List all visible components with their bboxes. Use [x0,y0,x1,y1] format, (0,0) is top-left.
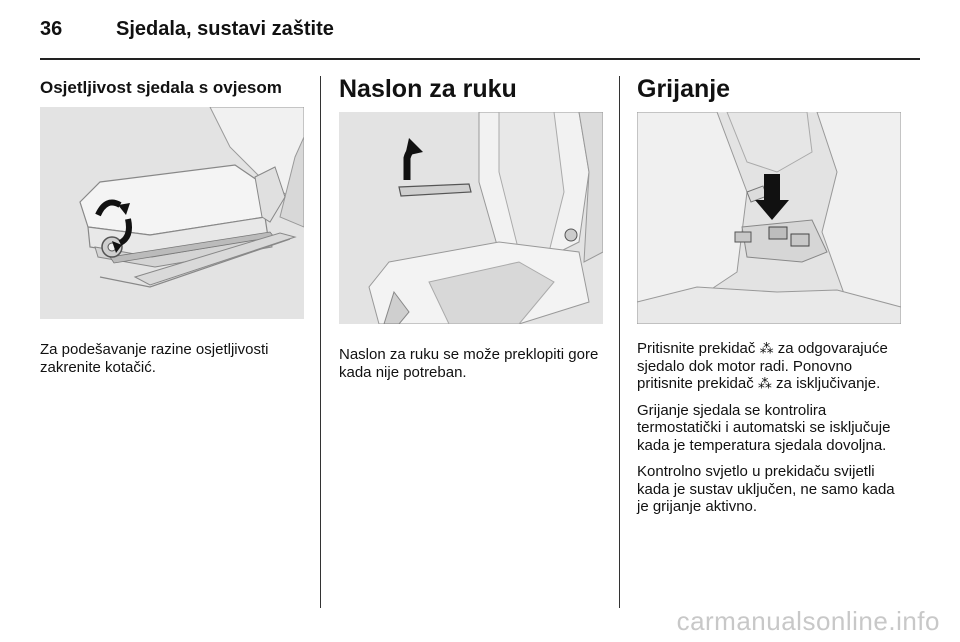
section-title-armrest: Naslon za ruku [339,75,517,103]
heating-p1-end: za isključivanje. [771,375,881,392]
section-heating [637,66,901,525]
armrest-drawing [339,112,603,324]
chapter-title: Sjedala, sustavi zaštite [116,18,334,40]
heating-p1-start: Pritisnite prekidač [637,340,760,357]
header-rule [40,58,920,60]
suspension-description [40,341,304,376]
section-armrest [339,66,603,390]
section-title-heating: Grijanje [637,75,731,103]
armrest-text: Naslon za ruku se može preklopiti gore kada nije potreban. [339,346,599,381]
seat-heating-icon: ⁂ [759,340,774,356]
heating-paragraph-3: Kontrolno svjetlo u prekidaču svijetli kada je sustav uključen, ne samo kada je grijanje aktivno. [637,463,895,515]
seat-heating-drawing [637,112,901,324]
heating-paragraph-1 [637,340,901,393]
seat-heating-icon: ⁂ [757,375,772,391]
suspension-text: Za podešavanje razine osjetljivosti zakrenite kotačić. [40,341,269,376]
suspension-seat-illustration [40,107,304,319]
watermark: carmanualsonline.info [676,606,940,636]
seat-heating-illustration [637,112,901,324]
suspension-seat-drawing [40,107,304,319]
armrest-description [339,346,603,381]
section-suspension-sensitivity [40,66,304,385]
heating-p1-middle: za odgovarajuće sjedalo dok motor radi. Ponovno pritisnite prekidač [637,340,888,392]
heating-description [637,340,901,516]
armrest-illustration [339,112,603,324]
column-divider-1 [320,76,321,608]
heating-paragraph-2: Grijanje sjedala se kontrolira termostatički i automatski se isključuje kada je temperatura sjedala dovoljna. [637,401,891,454]
column-divider-2 [619,76,620,608]
page-number: 36 [40,18,63,40]
section-title-suspension: Osjetljivost sjedala s ovjesom [40,78,282,97]
